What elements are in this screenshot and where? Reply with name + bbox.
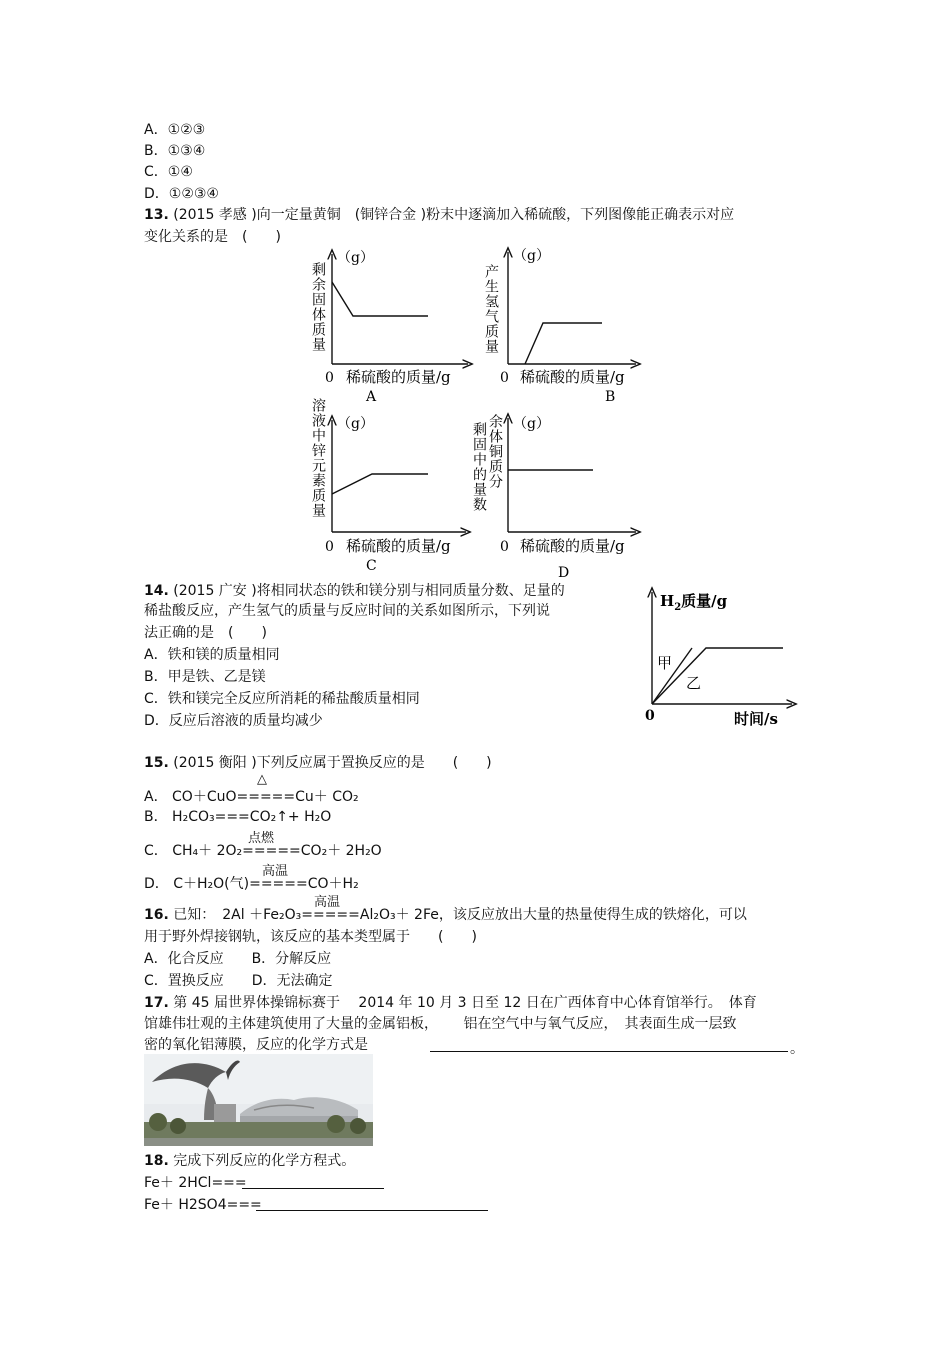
- graph-d-unit: （g）: [513, 416, 550, 432]
- graph-d-ylabel-col2: 余体铜质分: [487, 414, 503, 489]
- q14-number: 14.: [144, 583, 169, 599]
- q17-text: 第 45 届世界体操锦标赛于 2014 年 10 月 3 日至 12 日在广西体育中心体育馆举行。 体育: [173, 995, 757, 1011]
- q15-option-c: C． CH₄＋ 2O₂=====CO₂＋ 2H₂O: [144, 843, 382, 859]
- q18-answer-blank-1[interactable]: [242, 1188, 384, 1189]
- stadium-photo: [144, 1054, 373, 1146]
- graph-b-xlabel: 稀硫酸的质量/g: [520, 368, 625, 386]
- graph-c: [310, 397, 466, 574]
- q14-text: (2015 广安 )将相同状态的铁和镁分别与相同质量分数、足量的: [173, 583, 565, 599]
- graph-b-letter: B: [605, 389, 616, 405]
- q14-option-c: C．铁和镁完全反应所消耗的稀盐酸质量相同: [144, 691, 420, 707]
- q12-option-c: C．①④: [144, 164, 193, 180]
- graph-a: [310, 250, 468, 405]
- q16-condition: 高温: [314, 895, 341, 910]
- graph-b-unit: （g）: [513, 248, 550, 264]
- q16-options-row2: C．置换反应 D．无法确定: [144, 973, 333, 989]
- graph-d-xlabel: 稀硫酸的质量/g: [520, 537, 625, 555]
- q14-graph: [645, 592, 792, 728]
- q16-stem-line1: [144, 906, 747, 924]
- q17-stem-line1: [144, 994, 757, 1012]
- q17-stem-line2: 馆雄伟壮观的主体建筑使用了大量的金属铝板， 铝在空气中与氧气反应， 其表面生成一层致: [144, 1016, 737, 1032]
- q14-stem-line2: 稀盐酸反应，产生氢气的质量与反应时间的关系如图所示，下列说: [144, 603, 550, 619]
- graph-a-xlabel: 稀硫酸的质量/g: [346, 368, 451, 386]
- graph-c-ylabel: 溶液中锌元素质量: [310, 398, 326, 518]
- graph-b-ylabel: 产生氢气质量: [483, 264, 499, 354]
- graph-b-curve: [525, 323, 602, 364]
- q18-stem: [144, 1152, 355, 1170]
- graph-a-unit: （g）: [337, 250, 374, 266]
- stadium-photo-drawing: [144, 1054, 373, 1146]
- q18-equation-1: Fe＋ 2HCl===: [144, 1175, 247, 1191]
- q14-origin: 0: [645, 708, 655, 724]
- graph-a-ylabel: 剩余固体质量: [310, 262, 326, 352]
- graph-a-curve: [332, 282, 428, 316]
- graph-a-origin: 0: [325, 370, 334, 386]
- q15-number: 15.: [144, 755, 169, 771]
- q16-number: 16.: [144, 907, 169, 923]
- q14-ylabel: $H_2$质量/g: [660, 592, 728, 613]
- graph-d-letter: D: [558, 565, 570, 581]
- q14-option-b: B．甲是铁、乙是镁: [144, 669, 266, 685]
- q17-end-mark: 。: [790, 1041, 804, 1057]
- graph-c-origin: 0: [325, 539, 334, 555]
- q15-option-d: D． C＋H₂O(气)=====CO＋H₂: [144, 876, 359, 892]
- graph-a-letter: A: [366, 389, 377, 405]
- q17-answer-blank[interactable]: [430, 1051, 788, 1052]
- q14-option-a: A．铁和镁的质量相同: [144, 647, 280, 663]
- graph-c-curve: [332, 474, 428, 494]
- q17-number: 17.: [144, 995, 169, 1011]
- graph-d-origin: 0: [500, 539, 509, 555]
- q18-answer-blank-2[interactable]: [256, 1210, 488, 1211]
- q18-number: 18.: [144, 1153, 169, 1169]
- q18-equation-2: Fe＋ H2SO4===: [144, 1197, 262, 1213]
- q15-option-b: B． H₂CO₃===CO₂↑+ H₂O: [144, 809, 332, 825]
- graph-b-origin: 0: [500, 370, 509, 386]
- q17-stem-line3: 密的氧化铝薄膜，反应的化学方式是: [144, 1037, 368, 1053]
- graph-d: [471, 414, 636, 581]
- q12-option-d: D．①②③④: [144, 186, 219, 202]
- q14-yi-label: 乙: [686, 674, 702, 692]
- q12-option-b: B．①③④: [144, 143, 206, 159]
- q14-stem-line1: [144, 582, 565, 600]
- q13-number: 13.: [144, 207, 169, 223]
- q18-text: 完成下列反应的化学方程式。: [173, 1153, 356, 1169]
- graph-c-xlabel: 稀硫酸的质量/g: [346, 537, 451, 555]
- q14-stem-line3: 法正确的是 ( ): [144, 625, 267, 641]
- q16-stem-line2: 用于野外焊接钢轨，该反应的基本类型属于 ( ): [144, 929, 477, 945]
- graph-b: [483, 248, 636, 405]
- q15-stem: [144, 754, 492, 772]
- q14-option-d: D．反应后溶液的质量均减少: [144, 713, 323, 729]
- q15-c-condition: 点燃: [248, 831, 275, 846]
- q12-option-a: A．①②③: [144, 122, 206, 138]
- q16-options-row1: A．化合反应 B．分解反应: [144, 951, 332, 967]
- q14-xlabel: 时间/s: [734, 710, 778, 728]
- q13-text: (2015 孝感 )向一定量黄铜 (铜锌合金 )粉末中逐滴加入稀硫酸，下列图像能正确表示对应: [173, 207, 735, 223]
- q14-jia-label: 甲: [657, 654, 673, 672]
- graph-c-letter: C: [366, 558, 377, 574]
- q15-option-a: A． CO＋CuO=====Cu＋ CO₂: [144, 789, 359, 805]
- q15-text: (2015 衡阳 )下列反应属于置换反应的是 ( ): [173, 755, 492, 771]
- graph-c-unit: （g）: [337, 416, 374, 432]
- q13-stem-line2: 变化关系的是 ( ): [144, 229, 281, 245]
- q16-text: 已知： 2Al ＋Fe₂O₃=====Al₂O₃＋ 2Fe，该反应放出大量的热量使得生成的铁熔化，可以: [173, 907, 747, 923]
- q15-a-condition: △: [257, 772, 267, 787]
- graph-d-ylabel-col1: 剩固中的量数: [471, 422, 487, 512]
- q15-d-condition: 高温: [262, 864, 289, 879]
